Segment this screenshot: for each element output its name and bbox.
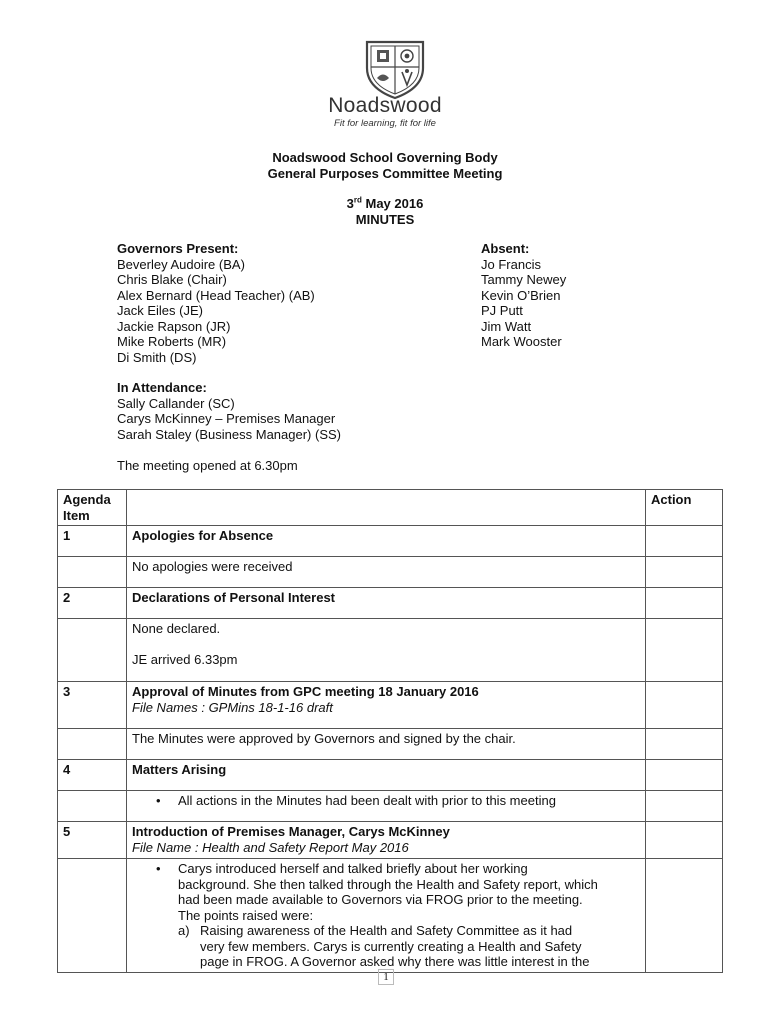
attendee-name: Sally Callander (SC): [117, 395, 235, 411]
absent-section: [481, 241, 566, 350]
action-cell: [646, 682, 723, 729]
agenda-number: 3: [58, 682, 127, 729]
header-blank-cell: [127, 490, 646, 526]
brand-tagline: Fit for learning, fit for life: [334, 118, 436, 129]
table-row: [58, 682, 723, 729]
agenda-body: [127, 619, 646, 682]
agenda-body: The Minutes were approved by Governors and signed by the chair.: [127, 729, 646, 760]
table-row: [58, 729, 723, 760]
agenda-title: Introduction of Premises Manager, Carys McKinney: [132, 824, 450, 839]
sub-list-label: a): [178, 923, 190, 938]
agenda-number: 5: [58, 822, 127, 859]
action-cell: [646, 791, 723, 822]
action-cell: [646, 859, 723, 973]
table-row: [58, 859, 723, 973]
minutes-table: [57, 489, 723, 973]
agenda-file-name: File Names : GPMins 18-1-16 draft: [132, 699, 333, 715]
in-attendance-section: [117, 380, 341, 442]
agenda-title: Approval of Minutes from GPC meeting 18 January 2016: [132, 684, 479, 699]
governor-name: Alex Bernard (Head Teacher) (AB): [117, 287, 315, 303]
table-row: [58, 557, 723, 588]
governor-name: Beverley Audoire (BA): [117, 256, 245, 272]
action-cell: [646, 526, 723, 557]
absent-name: Jo Francis: [481, 256, 541, 272]
school-crest-logo: [355, 38, 435, 100]
attendee-name: Carys McKinney – Premises Manager: [117, 411, 336, 426]
agenda-number: 2: [58, 588, 127, 619]
sub-list-item: a) Raising awareness of the Health and Safety Committee as it had very few members. Carys is currently creating a Health and Safety page in FROG. A Governor asked why there was little interest in the: [178, 923, 590, 969]
meeting-date: 3rd May 2016: [346, 195, 424, 211]
action-cell: [646, 822, 723, 859]
agenda-number: 4: [58, 760, 127, 791]
absent-name: Kevin O’Brien: [481, 287, 561, 303]
bullet-item: • All actions in the Minutes had been dealt with prior to this meeting: [156, 793, 556, 808]
action-header: Action: [646, 490, 723, 526]
in-attendance-heading: In Attendance:: [117, 380, 207, 395]
action-cell: [646, 760, 723, 791]
agenda-number: 1: [58, 526, 127, 557]
absent-heading: Absent:: [481, 241, 530, 256]
document-title-line2: General Purposes Committee Meeting: [267, 166, 503, 181]
page-number: 1: [378, 969, 394, 985]
brand-name: Noadswood: [328, 94, 442, 117]
absent-name: Tammy Newey: [481, 272, 567, 287]
agenda-file-name: File Name : Health and Safety Report May 2016: [132, 839, 409, 855]
agenda-title: Declarations of Personal Interest: [127, 588, 646, 619]
governors-present-heading: Governors Present:: [117, 241, 239, 256]
bullet-glyph: •: [156, 861, 161, 876]
governors-present-section: [117, 241, 315, 365]
bullet-glyph: •: [156, 793, 161, 808]
agenda-item-header: Agenda Item: [58, 490, 127, 526]
agenda-body-line: None declared.: [132, 621, 221, 636]
absent-name: Mark Wooster: [481, 334, 562, 349]
governor-name: Chris Blake (Chair): [117, 272, 227, 287]
meeting-opened-note: The meeting opened at 6.30pm: [117, 458, 298, 473]
governor-name: Mike Roberts (MR): [117, 334, 227, 349]
action-cell: [646, 588, 723, 619]
governor-name: Jackie Rapson (JR): [117, 318, 231, 334]
table-row: [58, 822, 723, 859]
governor-name: Jack Eiles (JE): [117, 303, 203, 318]
table-row: [58, 619, 723, 682]
document-title-line1: Noadswood School Governing Body: [272, 150, 498, 165]
agenda-body-line: JE arrived 6.33pm: [132, 651, 238, 667]
absent-name: Jim Watt: [481, 318, 532, 334]
table-row: [58, 791, 723, 822]
minutes-heading: MINUTES: [355, 212, 415, 227]
agenda-body: No apologies were received: [127, 557, 646, 588]
bullet-item: • Carys introduced herself and talked briefly about her working background. She then talked through the Health and Safety report, which had been made available to Governors via FROG prior to the meeting. The points raised were:: [156, 861, 598, 923]
agenda-title: Matters Arising: [127, 760, 646, 791]
action-cell: [646, 557, 723, 588]
table-row: [58, 588, 723, 619]
action-cell: [646, 729, 723, 760]
table-row: [58, 760, 723, 791]
attendee-name: Sarah Staley (Business Manager) (SS): [117, 426, 341, 442]
absent-name: PJ Putt: [481, 303, 523, 318]
table-row: [58, 526, 723, 557]
governor-name: Di Smith (DS): [117, 349, 197, 365]
agenda-title: Apologies for Absence: [127, 526, 646, 557]
action-cell: [646, 619, 723, 682]
table-header-row: [58, 490, 723, 526]
